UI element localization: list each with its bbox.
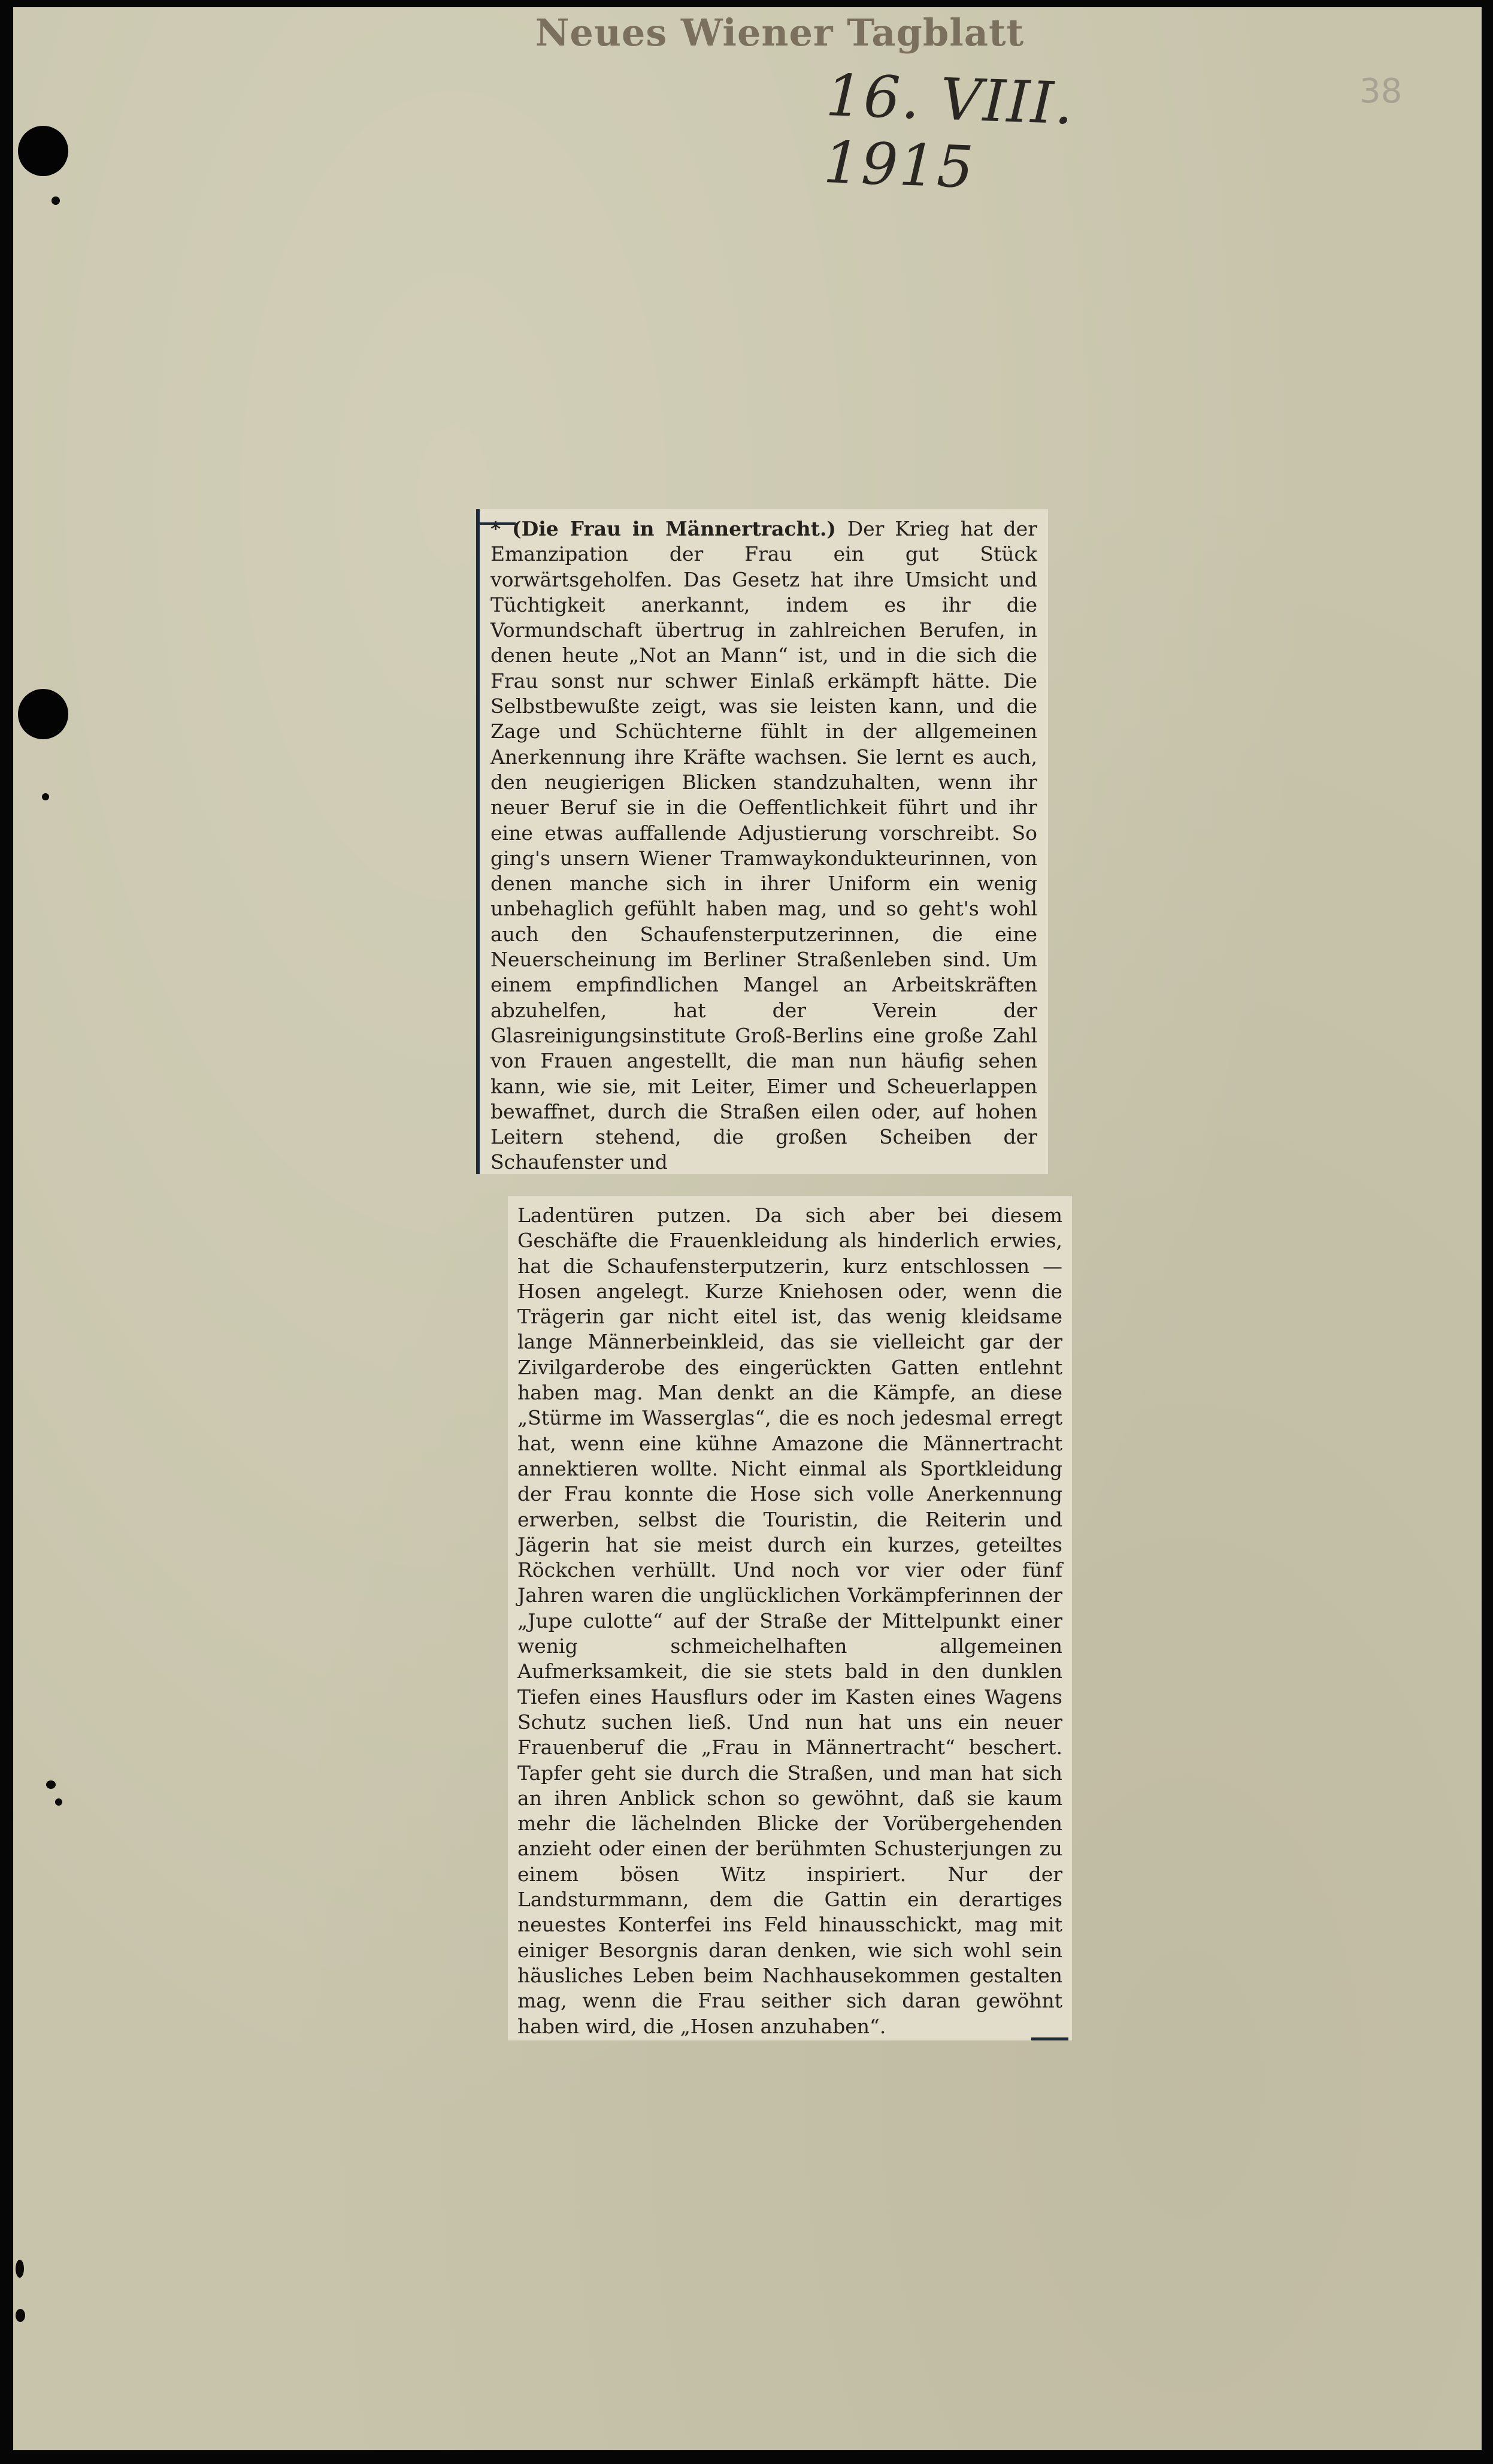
article-text-part-1: Der Krieg hat der Emanzipation der Frau ein gut Stück vorwärtsgeholfen. Das Gesetz hat ihre Umsicht und Tüchtigkeit anerkannt, indem es ihr die Vormundschaft übertrug in zahlreichen Berufen, in denen heute „Not an Mann“ ist, und in die sich die Frau sonst nur schwer Einlaß erkämpft hätte. Die Selbstbewußte zeigt, was sie leisten kann, und die Zage und Schüchterne fühlt in der allgemeinen Anerkennung ihre Kräfte wachsen. Sie lernt es auch, den neugierigen Blicken standzuhalten, wenn ihr neuer Beruf sie in die Oeffentlichkeit führt und ihr eine etwas auffallende Adjustierung vorschreibt. So ging's unsern Wiener Tramwaykondukteurinnen, von denen manche sich in ihrer Uniform ein wenig unbehaglich gefühlt haben mag, und so geht's wohl auch den Schaufensterputzerinnen, die eine Neuerscheinung im Berliner Straßenleben sind. Um einem empfindlichen Mangel an Arbeitskräften abzuhelfen, hat der Verein der Glasreinigungsinstitute Groß-Berlins eine große Zahl von Frauen angestellt, die man nun häufig sehen kann, wie sie, mit Leiter, Eimer und Scheuerlappen bewaffnet, durch die Straßen eilen oder, auf hohen Leitern stehend, die großen Scheiben der Schaufenster und (490, 517, 1037, 1174)
article-clipping-part-1 (476, 509, 1048, 1174)
newspaper-masthead: Neues Wiener Tagblatt (535, 11, 1025, 55)
article-clipping-part-2 (508, 1196, 1072, 2040)
speck (55, 1798, 62, 1806)
article-headline: * (Die Frau in Männertracht.) (490, 517, 847, 540)
speck (42, 793, 49, 800)
punch-hole-bottom (18, 689, 68, 739)
handwritten-date: 16. VIII. 1915 (822, 61, 1076, 201)
clipping-corner-mark (479, 522, 516, 525)
speck (46, 1780, 56, 1789)
speck (16, 2309, 25, 2322)
page-number: 38 (1359, 72, 1403, 111)
clipping-end-mark (1031, 2037, 1068, 2040)
speck (16, 2260, 24, 2278)
article-text-part-2: Ladentüren putzen. Da sich aber bei diesem Geschäfte die Frauenkleidung als hinderlich erwies, hat die Schaufensterputzerin, kurz entschlossen — Hosen angelegt. Kurze Kniehosen oder, wenn die Trägerin gar nicht eitel ist, das wenig kleidsame lange Männerbeinkleid, das sie vielleicht gar der Zivilgarderobe des eingerückten Gatten entlehnt haben mag. Man denkt an die Kämpfe, an diese „Stürme im Wasserglas“, die es noch jedesmal erregt hat, wenn eine kühne Amazone die Männertracht annektieren wollte. Nicht einmal als Sportkleidung der Frau konnte die Hose sich volle Anerkennung erwerben, selbst die Touristin, die Reiterin und Jägerin hat sie meist durch ein kurzes, geteiltes Röckchen verhüllt. Und noch vor vier oder fünf Jahren waren die unglücklichen Vorkämpferinnen der „Jupe culotte“ auf der Straße der Mittelpunkt einer wenig schmeichelhaften allgemeinen Aufmerksamkeit, die sie stets bald in den dunklen Tiefen eines Hausflurs oder im Kasten eines Wagens Schutz suchen ließ. Und nun hat uns ein neuer Frauenberuf die „Frau in Männertracht“ beschert. Tapfer geht sie durch die Straßen, und man hat sich an ihren Anblick schon so gewöhnt, daß sie kaum mehr die lächelnden Blicke der Vorübergehenden anzieht oder einen der berühmten Schusterjungen zu einem bösen Witz inspiriert. Nur der Landsturmmann, dem die Gattin ein derartiges neuestes Konterfei ins Feld hinausschickt, mag mit einiger Besorgnis daran denken, wie sich wohl sein häusliches Leben beim Nachhausekommen gestalten mag, wenn die Frau seither sich daran gewöhnt haben wird, die „Hosen anzuhaben“. (517, 1204, 1062, 2038)
speck (52, 196, 60, 205)
punch-hole-top (18, 126, 68, 176)
